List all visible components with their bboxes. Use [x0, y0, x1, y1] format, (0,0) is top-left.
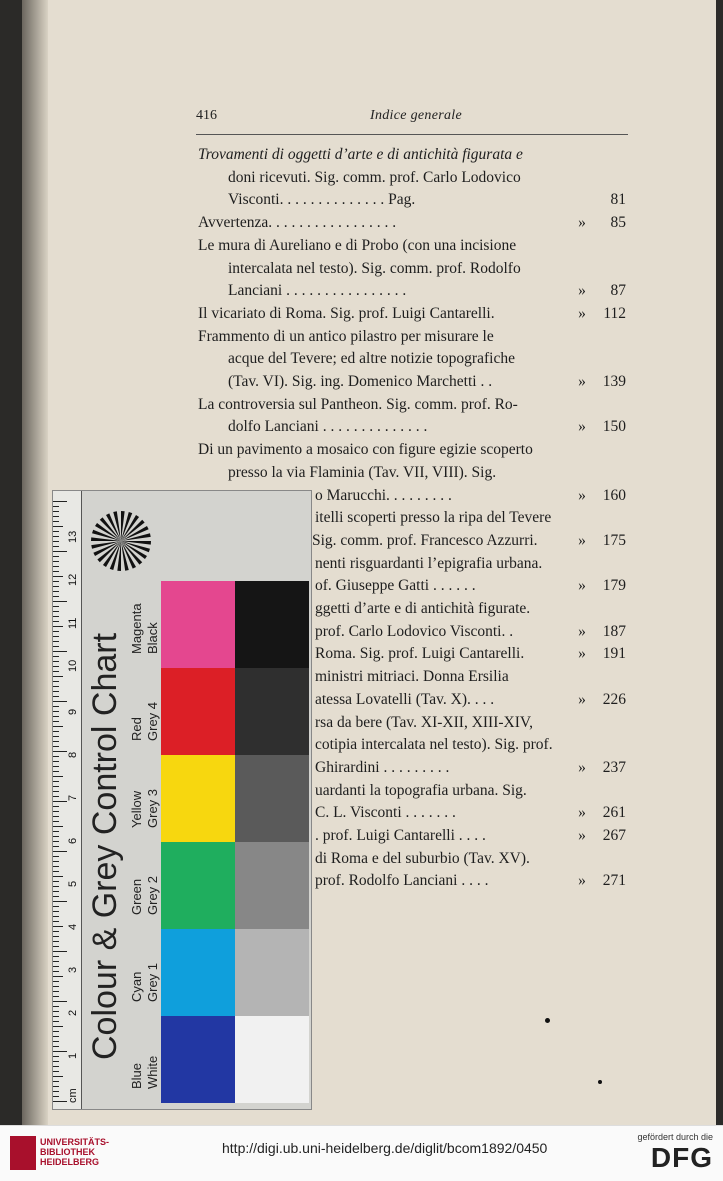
toc-entry-line: presso la via Flaminia (Tav. VII, VIII). Sig. [228, 463, 497, 481]
ruler-tick [53, 1101, 67, 1102]
toc-entry-line: Sig. comm. prof. Francesco Azzurri. [312, 531, 538, 549]
ink-speck [545, 1018, 550, 1023]
ruler-tick [53, 831, 59, 832]
colour-label: Blue [129, 1062, 144, 1089]
toc-entry-line: uardanti la topografia urbana. Sig. [315, 781, 527, 799]
ruler-tick [53, 871, 59, 872]
page-binding-shadow [22, 0, 48, 1125]
ditto-mark: » [578, 758, 586, 776]
ruler-tick [53, 991, 59, 992]
running-title: Indice generale [370, 108, 462, 123]
ruler-number: 7 [67, 794, 79, 801]
ruler-tick [53, 1076, 63, 1077]
toc-page-number: 237 [602, 758, 626, 776]
ruler-tick [53, 1066, 59, 1067]
grey-patch [235, 668, 309, 755]
cm-ruler [53, 491, 82, 1109]
ink-speck [598, 1080, 602, 1084]
ruler-tick [53, 911, 59, 912]
ruler-tick [53, 916, 59, 917]
ruler-tick [53, 546, 59, 547]
toc-page-number: 139 [602, 373, 626, 390]
ruler-tick [53, 861, 59, 862]
ditto-mark: » [578, 577, 586, 595]
ruler-tick [53, 671, 59, 672]
ruler-tick [53, 921, 59, 922]
ruler-tick [53, 996, 59, 997]
dfg-logo: DFG [650, 1142, 713, 1173]
ruler-tick [53, 1091, 59, 1092]
colour-patch [161, 668, 235, 755]
toc-entry-line: itelli scoperti presso la ripa del Tevere [315, 509, 552, 527]
toc-entry-line: cotipia intercalata nel testo). Sig. prof. [315, 736, 553, 754]
toc-entry-line: Trovamenti di oggetti d’arte e di antichità figurata e [198, 146, 523, 163]
ruler-number: 11 [67, 617, 79, 629]
toc-entry-line: doni ricevuti. Sig. comm. prof. Carlo Lodovico [228, 168, 521, 186]
toc-entry-line: . prof. Luigi Cantarelli . . . . [315, 827, 486, 844]
ruler-tick [53, 1036, 59, 1037]
running-header [196, 108, 628, 135]
ruler-tick [53, 961, 59, 962]
ruler-tick [53, 556, 59, 557]
ruler-tick [53, 791, 59, 792]
colour-patch [161, 929, 235, 1016]
ditto-mark: » [578, 872, 586, 890]
grey-label: Grey 3 [145, 788, 160, 828]
ruler-tick [53, 636, 59, 637]
ruler-tick [53, 766, 59, 767]
ruler-tick [53, 666, 59, 667]
toc-page-number: 271 [602, 872, 626, 890]
ruler-tick [53, 621, 59, 622]
ruler-tick [53, 641, 59, 642]
ruler-tick [53, 596, 59, 597]
toc-entry-line: rsa da bere (Tav. XI-XII, XIII-XIV, [315, 713, 533, 731]
toc-entry-line: acque del Tevere; ed altre notizie topografiche [228, 350, 515, 368]
ruler-tick [53, 801, 67, 802]
ruler-tick [53, 656, 59, 657]
colour-label: Red [129, 717, 144, 741]
ruler-tick [53, 811, 59, 812]
ruler-tick [53, 1051, 67, 1052]
ruler-number: 2 [67, 1009, 79, 1016]
ditto-mark: » [578, 373, 586, 390]
ruler-tick [53, 821, 59, 822]
ruler-tick [53, 616, 59, 617]
ditto-mark: » [578, 645, 586, 663]
grey-label: Grey 4 [145, 701, 160, 741]
toc-entry-line: La controversia sul Pantheon. Sig. comm. prof. Ro- [198, 395, 518, 413]
ruler-tick [53, 756, 59, 757]
ruler-tick [53, 901, 67, 902]
grey-label: Grey 1 [145, 962, 160, 1002]
colour-patch [161, 1016, 235, 1103]
toc-entry-line: di Roma e del suburbio (Tav. XV). [315, 849, 530, 867]
ruler-tick [53, 611, 59, 612]
ruler-tick [53, 816, 59, 817]
ruler-tick [53, 826, 63, 827]
ruler-tick [53, 866, 59, 867]
ruler-number: 12 [67, 573, 79, 586]
ruler-number: 5 [67, 880, 79, 887]
toc-page-number: 226 [602, 690, 626, 708]
ruler-tick [53, 1061, 59, 1062]
grey-patch [235, 842, 309, 929]
ruler-tick [53, 1096, 59, 1097]
ruler-number: 9 [67, 708, 79, 715]
ruler-tick [53, 651, 67, 652]
ditto-mark: » [578, 622, 586, 640]
colour-label: Green [129, 878, 144, 915]
toc-page-number: 191 [602, 645, 626, 663]
ruler-tick [53, 721, 59, 722]
ruler-tick [53, 1021, 59, 1022]
ditto-mark: » [578, 690, 586, 708]
colour-patch [161, 581, 235, 668]
toc-page-number: 179 [602, 577, 626, 595]
ruler-tick [53, 1031, 59, 1032]
ditto-mark: » [578, 804, 586, 822]
ruler-tick [53, 886, 59, 887]
footer-bar [0, 1125, 723, 1181]
ruler-number: 8 [67, 751, 79, 758]
grey-patch [235, 929, 309, 1016]
toc-page-number: 150 [602, 418, 626, 436]
ruler-tick [53, 631, 59, 632]
ditto-mark: » [578, 304, 586, 322]
grey-patch [235, 755, 309, 842]
ruler-tick [53, 606, 59, 607]
ruler-tick [53, 1056, 59, 1057]
toc-page-number: 175 [602, 531, 626, 549]
colour-label: Cyan [129, 971, 144, 1002]
ruler-tick [53, 536, 59, 537]
toc-entry-line: Roma. Sig. prof. Luigi Cantarelli. [315, 645, 525, 663]
sunburst-icon [91, 511, 151, 571]
ruler-tick [53, 796, 59, 797]
ruler-tick [53, 626, 63, 627]
ruler-number: 1 [67, 1052, 79, 1059]
ruler-tick [53, 581, 59, 582]
grey-patch [235, 1016, 309, 1103]
ruler-tick [53, 806, 59, 807]
ruler-tick [53, 561, 59, 562]
institution-name: UNIVERSITÄTS- BIBLIOTHEK HEIDELBERG [40, 1137, 110, 1167]
ruler-tick [53, 526, 63, 527]
ruler-number: 10 [67, 659, 79, 672]
toc-entry-line: ministri mitriaci. Donna Ersilia [315, 668, 509, 686]
toc-page-number: 87 [610, 282, 626, 300]
toc-entry-line: Ghirardini . . . . . . . . . [315, 758, 450, 776]
ruler-tick [53, 751, 67, 752]
ruler-tick [53, 976, 63, 977]
ruler-tick [53, 836, 59, 837]
toc-entry-line: Avvertenza. . . . . . . . . . . . . . . . . [198, 214, 397, 232]
ruler-tick [53, 531, 59, 532]
ruler-number: 4 [67, 923, 79, 930]
ruler-tick [53, 891, 59, 892]
ruler-tick [53, 741, 59, 742]
toc-page-number: 160 [602, 486, 626, 504]
ditto-mark: » [578, 486, 586, 504]
ditto-mark: » [578, 214, 586, 232]
ruler-tick [53, 781, 59, 782]
chart-title: Colour & Grey Control Chart [86, 632, 124, 1060]
toc-entry-line: prof. Carlo Lodovico Visconti. . [315, 622, 514, 640]
toc-entry-line: of. Giuseppe Gatti . . . . . . [315, 577, 476, 595]
ruler-tick [53, 746, 59, 747]
ruler-tick [53, 966, 59, 967]
ruler-tick [53, 1086, 59, 1087]
ruler-tick [53, 936, 59, 937]
ruler-tick [53, 931, 59, 932]
toc-entry-line: o Marucchi. . . . . . . . . [315, 486, 452, 504]
ruler-tick [53, 841, 59, 842]
ruler-tick [53, 586, 59, 587]
toc-page-number: 85 [610, 214, 626, 232]
ruler-number: 13 [67, 530, 79, 543]
toc-page-number: 112 [603, 304, 626, 322]
colour-label: Magenta [129, 603, 144, 654]
source-url[interactable]: http://digi.ub.uni-heidelberg.de/diglit/bcom1892/0450 [222, 1140, 548, 1156]
toc-entry-line: Visconti. . . . . . . . . . . . . . Pag. [228, 191, 416, 209]
ruler-tick [53, 591, 59, 592]
ruler-tick [53, 876, 63, 877]
ruler-number: 3 [67, 966, 79, 973]
toc-entry-line: Lanciani . . . . . . . . . . . . . . . . [228, 282, 407, 300]
ruler-tick [53, 696, 59, 697]
ruler-tick [53, 691, 59, 692]
ditto-mark: » [578, 827, 586, 844]
ruler-tick [53, 986, 59, 987]
grey-label: White [145, 1055, 160, 1089]
ruler-tick [53, 726, 63, 727]
ruler-tick [53, 906, 59, 907]
toc-page-number: 81 [610, 191, 626, 209]
ruler-tick [53, 896, 59, 897]
ruler-tick [53, 541, 59, 542]
grey-patch [235, 581, 309, 668]
ruler-tick [53, 646, 59, 647]
ruler-tick [53, 776, 63, 777]
toc-page-number: 261 [602, 804, 626, 822]
ruler-tick [53, 676, 63, 677]
ruler-tick [53, 761, 59, 762]
toc-entry-line: nenti risguardanti l’epigrafia urbana. [315, 554, 543, 572]
ditto-mark: » [578, 282, 586, 300]
ruler-tick [53, 971, 59, 972]
ruler-tick [53, 601, 67, 602]
ruler-tick [53, 926, 63, 927]
toc-entry-line: ggetti d’arte e di antichità figurate. [315, 600, 531, 617]
ruler-tick [53, 566, 59, 567]
toc-entry-line: Il vicariato di Roma. Sig. prof. Luigi Cantarelli. [198, 304, 495, 322]
ruler-tick [53, 521, 59, 522]
toc-entry-line: atessa Lovatelli (Tav. X). . . . [315, 690, 495, 708]
ruler-tick [53, 661, 59, 662]
funder-caption: gefördert durch die [637, 1132, 713, 1142]
ruler-tick [53, 1001, 67, 1002]
ruler-tick [53, 1081, 59, 1082]
ruler-tick [53, 511, 59, 512]
ruler-tick [53, 551, 67, 552]
toc-entry-line: prof. Rodolfo Lanciani . . . . [315, 872, 489, 890]
ruler-tick [53, 846, 59, 847]
colour-patch [161, 755, 235, 842]
toc-entry-line: Le mura di Aureliano e di Probo (con una incisione [198, 236, 517, 254]
page-number: 416 [196, 108, 217, 123]
ruler-tick [53, 1006, 59, 1007]
ditto-mark: » [578, 531, 586, 549]
ruler-tick [53, 736, 59, 737]
toc-page-number: 267 [602, 827, 626, 844]
ruler-tick [53, 981, 59, 982]
ruler-tick [53, 1071, 59, 1072]
colour-patch [161, 842, 235, 929]
toc-entry-line: dolfo Lanciani . . . . . . . . . . . . . . [228, 418, 428, 436]
grey-label: Black [145, 622, 160, 654]
university-logo [10, 1136, 36, 1170]
ruler-tick [53, 571, 59, 572]
toc-entry-line: C. L. Visconti . . . . . . . [315, 804, 456, 822]
ruler-tick [53, 501, 67, 502]
ruler-number: 6 [67, 837, 79, 844]
toc-entry-line: (Tav. VI). Sig. ing. Domenico Marchetti . . [228, 373, 493, 390]
ruler-tick [53, 771, 59, 772]
ruler-tick [53, 851, 67, 852]
ruler-tick [53, 706, 59, 707]
ditto-mark: » [578, 418, 586, 436]
ruler-tick [53, 686, 59, 687]
ruler-tick [53, 881, 59, 882]
ruler-tick [53, 856, 59, 857]
ruler-tick [53, 516, 59, 517]
ruler-tick [53, 716, 59, 717]
toc-entry-line: Frammento di un antico pilastro per misurare le [198, 327, 494, 345]
ruler-tick [53, 1011, 59, 1012]
ruler-tick [53, 946, 59, 947]
ruler-unit: cm [67, 1088, 79, 1103]
ruler-tick [53, 786, 59, 787]
toc-entry-line: intercalata nel testo). Sig. comm. prof. Rodolfo [228, 259, 521, 277]
ruler-tick [53, 1016, 59, 1017]
toc-entry-line: Di un pavimento a mosaico con figure egizie scoperto [198, 441, 533, 459]
ruler-tick [53, 711, 59, 712]
colour-label: Yellow [129, 790, 144, 828]
ruler-tick [53, 1026, 63, 1027]
ruler-tick [53, 576, 63, 577]
ruler-tick [53, 951, 67, 952]
grey-label: Grey 2 [145, 875, 160, 915]
toc-page-number: 187 [602, 622, 626, 640]
ruler-tick [53, 731, 59, 732]
ruler-tick [53, 956, 59, 957]
ruler-tick [53, 701, 67, 702]
ruler-tick [53, 941, 59, 942]
ruler-tick [53, 1046, 59, 1047]
ruler-tick [53, 1041, 59, 1042]
ruler-tick [53, 681, 59, 682]
ruler-tick [53, 506, 59, 507]
